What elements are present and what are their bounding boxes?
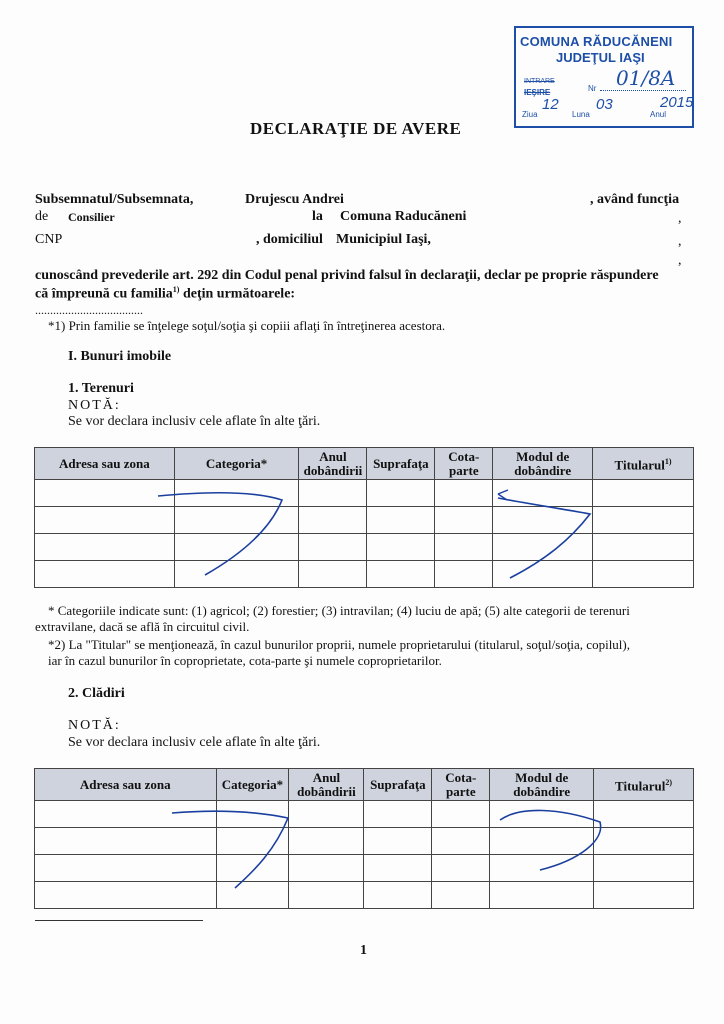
de-label: de	[35, 209, 49, 224]
col-titular-label: Titularul	[615, 778, 666, 794]
comma-3: ,	[678, 253, 682, 268]
avand-functia-label: , având funcţia	[590, 192, 680, 207]
col-modul: Modul de dobândire	[490, 769, 594, 801]
subsemnatul-label: Subsemnatul/Subsemnata,	[35, 192, 194, 207]
titular-footnote-c: *2) La "Titular" se menţionează, în cazul bunurilor proprii, numele proprietarului (titularul, soţul/soţia, copilul),	[48, 637, 630, 652]
section-bunuri-imobile: I. Bunuri imobile	[68, 349, 172, 364]
functia-value: Consilier	[68, 210, 115, 224]
nota-label-1: NOTĂ:	[68, 398, 121, 413]
col-cota: Cota-parte	[435, 448, 493, 480]
ca-impreuna-text: că împreună cu familia	[35, 286, 173, 302]
domiciliul-value: Municipiul Iaşi,	[336, 232, 431, 247]
categorii-footnote-a: * Categoriile indicate sunt: (1) agricol; (2) forestier; (3) intravilan; (4) luciu de apă; (5) alte categorii de terenuri	[48, 603, 630, 618]
nota-text-2: Se vor declara inclusiv cele aflate în alte ţări.	[68, 735, 321, 750]
domiciliul-label: , domiciliul	[256, 232, 323, 247]
subsection-terenuri: 1. Terenuri	[68, 381, 134, 396]
stamp-commune: COMUNA RĂDUCĂNENI	[520, 34, 673, 49]
stamp-month-handwritten: 03	[596, 96, 613, 113]
titular-footnote-d: iar în cazul bunurilor în coproprietate, cota-parte şi numele coproprietarilor.	[48, 653, 442, 668]
col-adresa: Adresa sau zona	[35, 448, 175, 480]
strike-mark	[498, 498, 590, 578]
strike-mark	[158, 493, 282, 575]
col-titular-sup: 1)	[664, 456, 672, 466]
col-titular-sup: 2)	[665, 777, 673, 787]
stamp-intrare: INTRARE	[524, 78, 555, 85]
nota-text-1: Se vor declara inclusiv cele aflate în alte ţări.	[68, 414, 321, 429]
familia-footnote: *1) Prin familie se înţelege soţul/soţia şi copiii aflaţi în întreţinerea acestora.	[48, 318, 446, 333]
la-label: la	[312, 209, 323, 224]
institutia-value: Comuna Raducăneni	[340, 209, 467, 224]
col-modul: Modul de dobândire	[493, 448, 593, 480]
stamp-month-label: Luna	[572, 110, 590, 119]
comma-2: ,	[678, 234, 682, 249]
subsection-cladiri: 2. Clădiri	[68, 686, 125, 701]
col-cota: Cota-parte	[432, 769, 490, 801]
comma-1: ,	[678, 211, 682, 226]
document-title: DECLARAŢIE DE AVERE	[250, 119, 462, 138]
col-anul: Anul dobândirii	[289, 769, 364, 801]
stamp-nr-label: Nr	[588, 84, 597, 93]
stamp-county: JUDEŢUL IAŞI	[556, 50, 645, 65]
detin-text: deţin următoarele:	[182, 286, 296, 302]
stamp-day-handwritten: 12	[542, 96, 559, 113]
col-suprafata: Suprafaţa	[367, 448, 435, 480]
stamp-iesire: IEŞIRE	[524, 88, 551, 97]
nota-label-2: NOTĂ:	[68, 718, 121, 733]
col-categoria: Categoria*	[216, 769, 289, 801]
familia-footnote-ref: 1)	[172, 285, 180, 294]
stamp-day-label: Ziua	[522, 110, 538, 119]
strike-mark	[500, 810, 601, 870]
col-adresa: Adresa sau zona	[35, 769, 217, 801]
col-categoria: Categoria*	[174, 448, 299, 480]
cnp-label: CNP	[35, 232, 63, 247]
page-number: 1	[360, 943, 367, 958]
stamp-year-label: Anul	[650, 110, 667, 119]
cunoscand-text: cunoscând prevederile art. 292 din Codul penal privind falsul în declaraţii, declar pe proprie răspundere	[35, 268, 659, 283]
declarant-name: Drujescu Andrei	[245, 192, 344, 207]
footnote-separator	[35, 920, 203, 921]
col-suprafata: Suprafaţa	[364, 769, 432, 801]
strike-mark	[172, 811, 288, 888]
stamp-nr-handwritten: 01/8A	[616, 66, 676, 90]
dotted-separator: ....................................	[35, 303, 143, 317]
stamp-year-handwritten: 2015	[660, 94, 694, 111]
categorii-footnote-b: extravilane, dacă se află în circuitul civil.	[35, 619, 250, 634]
col-titular-label: Titularul	[614, 457, 665, 473]
col-anul: Anul dobândirii	[299, 448, 367, 480]
